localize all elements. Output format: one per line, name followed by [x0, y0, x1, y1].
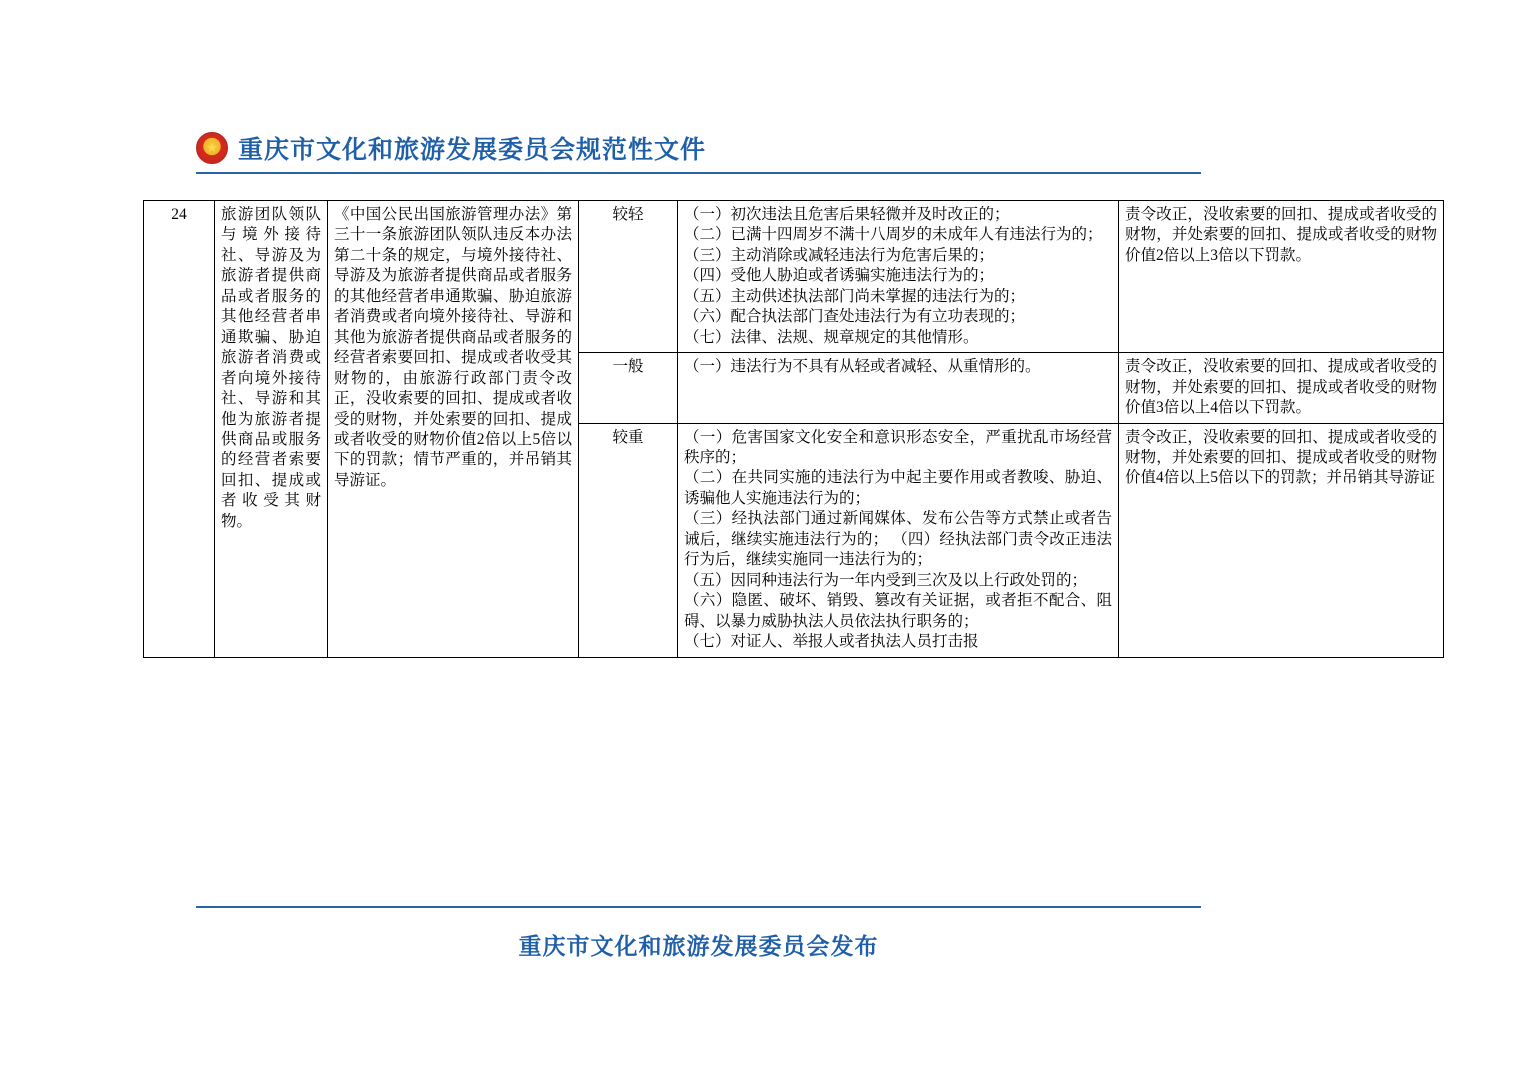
document-header-title: 重庆市文化和旅游发展委员会规范性文件 [238, 136, 707, 164]
cell-violation-act: 旅游团队领队与境外接待社、导游及为旅游者提供商品或者服务的其他经营者串通欺骗、胁迫旅游者消费或者向境外接待社、导游和其他为旅游者提供商品或服务的经营者索要回扣、提成或者收受其财物。 [215, 201, 328, 658]
cell-level-light: 较轻 [579, 201, 678, 353]
discretion-table [143, 200, 1444, 658]
condition-item: （七）对证人、举报人或者执法人员打击报 [684, 633, 979, 651]
cell-legal-basis: 《中国公民出国旅游管理办法》第三十一条旅游团队领队违反本办法第二十条的规定，与境外接待社、导游及为旅游者提供商品或者服务的其他经营者串通欺骗、胁迫旅游者消费或者向境外接待社、导游和其他为旅游者提供商品或者服务的经营者索要回扣、提成或者收受其财物的，由旅游行政部门责令改正，没收索要的回扣、提成或者收受的财物，并处索要的回扣、提成或者收受的财物价值2倍以上5倍以下的罚款；情节严重的，并吊销其导游证。 [328, 201, 579, 658]
condition-item: （三）主动消除或减轻违法行为危害后果的； [684, 246, 995, 264]
document-header [196, 130, 1316, 166]
condition-item: （一）危害国家文化安全和意识形态安全，严重扰乱市场经营秩序的； [684, 428, 1112, 466]
condition-item: （六）配合执法部门查处违法行为有立功表现的； [684, 308, 1026, 326]
cell-penalty-heavy: 责令改正，没收索要的回扣、提成或者收受的财物，并处索要的回扣、提成或者收受的财物价值4倍以上5倍以下的罚款；并吊销其导游证 [1119, 423, 1444, 657]
condition-item: （二）在共同实施的违法行为中起主要作用或者教唆、胁迫、诱骗他人实施违法行为的； [684, 469, 1112, 507]
cell-penalty-light: 责令改正，没收索要的回扣、提成或者收受的财物，并处索要的回扣、提成或者收受的财物价值2倍以上3倍以下罚款。 [1119, 201, 1444, 353]
cell-row-number: 24 [144, 201, 215, 658]
header-divider [196, 172, 1201, 174]
cell-conditions-general [678, 353, 1119, 423]
cell-conditions-heavy [678, 423, 1119, 657]
condition-item: （七）法律、法规、规章规定的其他情形。 [684, 328, 979, 346]
footer-divider [196, 906, 1201, 908]
condition-item: （二）已满十四周岁不满十八周岁的未成年人有违法行为的； [684, 226, 1103, 244]
national-emblem-icon [196, 132, 228, 164]
document-header-row [196, 130, 1316, 166]
table-row [144, 201, 1444, 353]
condition-item: （一）初次违法且危害后果轻微并及时改正的； [684, 206, 1010, 223]
cell-conditions-light [678, 201, 1119, 353]
discretion-table-wrapper [143, 200, 1437, 658]
condition-item: （四）受他人胁迫或者诱骗实施违法行为的； [684, 267, 995, 285]
condition-item: （六）隐匿、破坏、销毁、篡改有关证据，或者拒不配合、阻碍、以暴力威胁执法人员依法执行职务的； [684, 592, 1112, 630]
document-footer-title: 重庆市文化和旅游发展委员会发布 [518, 933, 879, 959]
cell-level-general: 一般 [579, 353, 678, 423]
cell-level-heavy: 较重 [579, 423, 678, 657]
condition-item: （五）主动供述执法部门尚未掌握的违法行为的； [684, 287, 1026, 305]
condition-item: （三）经执法部门通过新闻媒体、发布公告等方式禁止或者告诫后，继续实施违法行为的； （四）经执法部门责令改正违法行为后，继续实施同一违法行为的； [684, 510, 1112, 569]
cell-penalty-general: 责令改正，没收索要的回扣、提成或者收受的财物，并处索要的回扣、提成或者收受的财物价值3倍以上4倍以下罚款。 [1119, 353, 1444, 423]
condition-item: （五）因同种违法行为一年内受到三次及以上行政处罚的； [684, 571, 1088, 589]
condition-item: （一）违法行为不具有从轻或者减轻、从重情形的。 [684, 358, 1041, 376]
